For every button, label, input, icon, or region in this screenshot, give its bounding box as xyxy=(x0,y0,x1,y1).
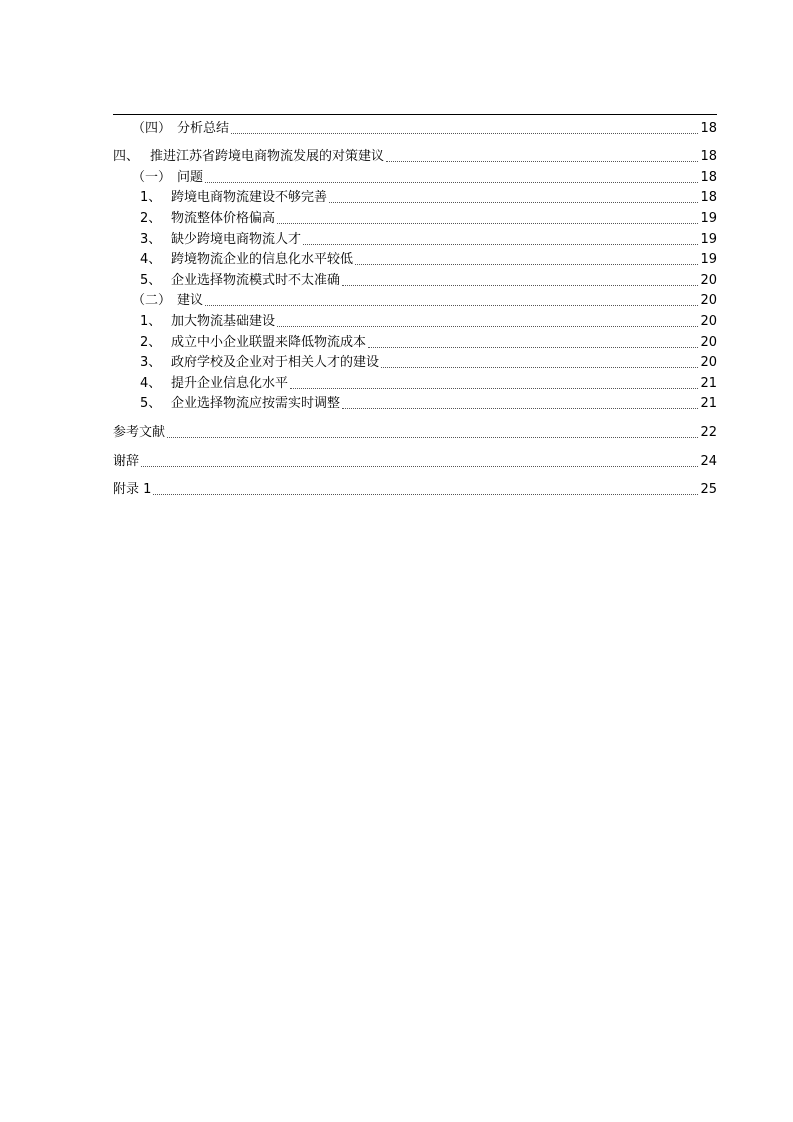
toc-entry-title: 政府学校及企业对于相关人才的建设 xyxy=(171,355,380,371)
toc-entry-page: 18 xyxy=(700,149,717,165)
toc-entry-page: 22 xyxy=(700,424,717,440)
toc-entry-page: 18 xyxy=(700,120,717,136)
toc-entry-page: 25 xyxy=(700,482,717,498)
toc-entry-title: 提升企业信息化水平 xyxy=(171,375,289,391)
toc-entry-title: 附录 1 xyxy=(113,482,152,498)
toc-entry[interactable] xyxy=(113,330,717,351)
toc-entry-number: 四、 xyxy=(113,149,140,165)
toc-entry-page: 20 xyxy=(700,334,717,350)
toc-entry-page: 24 xyxy=(700,453,717,469)
toc-entry-page: 20 xyxy=(700,313,717,329)
toc-entry[interactable] xyxy=(113,248,717,269)
toc-entry[interactable] xyxy=(113,165,717,186)
toc-entry-title: 企业选择物流应按需实时调整 xyxy=(171,396,341,412)
toc-entry[interactable] xyxy=(113,116,717,137)
toc-entry[interactable] xyxy=(113,449,717,470)
toc-entry-title: 推进江苏省跨境电商物流发展的对策建议 xyxy=(150,149,385,165)
toc-entry-number: 1、 xyxy=(140,190,162,206)
toc-entry-page: 18 xyxy=(700,169,717,185)
toc-entry-title: 物流整体价格偏高 xyxy=(171,210,276,226)
toc-entry-page: 20 xyxy=(700,293,717,309)
dot-leader xyxy=(329,202,698,203)
header-rule xyxy=(113,114,717,115)
toc-entry-number: 2、 xyxy=(140,210,162,226)
toc-entry-page: 18 xyxy=(700,190,717,206)
toc-entry-title: 跨境物流企业的信息化水平较低 xyxy=(171,252,354,268)
toc-entry[interactable] xyxy=(113,351,717,372)
toc-entry[interactable] xyxy=(113,289,717,310)
dot-leader xyxy=(355,264,698,265)
dot-leader xyxy=(342,408,698,409)
table-of-contents xyxy=(113,116,717,498)
toc-entry-title: 缺少跨境电商物流人才 xyxy=(171,231,302,247)
toc-entry[interactable] xyxy=(113,371,717,392)
toc-entry-number: 3、 xyxy=(140,231,162,247)
toc-entry-number: 4、 xyxy=(140,252,162,268)
toc-entry-page: 21 xyxy=(700,396,717,412)
toc-entry-title: 谢辞 xyxy=(113,453,140,469)
toc-entry-title: 成立中小企业联盟来降低物流成本 xyxy=(171,334,367,350)
toc-entry-number: （二） xyxy=(132,293,172,309)
toc-entry[interactable] xyxy=(113,478,717,499)
toc-entry[interactable] xyxy=(113,268,717,289)
toc-entry[interactable] xyxy=(113,227,717,248)
toc-entry[interactable] xyxy=(113,309,717,330)
toc-entry-title: 分析总结 xyxy=(177,120,230,136)
toc-entry-page: 20 xyxy=(700,355,717,371)
dot-leader xyxy=(290,388,698,389)
dot-leader xyxy=(205,182,698,183)
dot-leader xyxy=(381,367,698,368)
toc-entry[interactable] xyxy=(113,392,717,413)
toc-entry-number: 5、 xyxy=(140,272,162,288)
toc-entry-number: 4、 xyxy=(140,375,162,391)
dot-leader xyxy=(277,223,698,224)
dot-leader xyxy=(368,347,698,348)
dot-leader xyxy=(231,133,698,134)
dot-leader xyxy=(167,437,698,438)
toc-entry-number: 1、 xyxy=(140,313,162,329)
toc-entry[interactable] xyxy=(113,420,717,441)
toc-entry-number: 2、 xyxy=(140,334,162,350)
toc-entry-number: 5、 xyxy=(140,396,162,412)
toc-entry-page: 19 xyxy=(700,210,717,226)
toc-entry-page: 19 xyxy=(700,252,717,268)
toc-entry-page: 21 xyxy=(700,375,717,391)
toc-entry[interactable] xyxy=(113,186,717,207)
dot-leader xyxy=(342,285,698,286)
toc-entry-number: （一） xyxy=(132,169,172,185)
toc-entry[interactable] xyxy=(113,145,717,166)
toc-entry-title: 参考文献 xyxy=(113,424,166,440)
toc-entry-page: 20 xyxy=(700,272,717,288)
dot-leader xyxy=(277,326,698,327)
toc-entry-title: 加大物流基础建设 xyxy=(171,313,276,329)
toc-entry-title: 跨境电商物流建设不够完善 xyxy=(171,190,328,206)
toc-entry-title: 企业选择物流模式时不太准确 xyxy=(171,272,341,288)
dot-leader xyxy=(386,161,698,162)
dot-leader xyxy=(153,494,698,495)
toc-entry-number: （四） xyxy=(132,120,172,136)
toc-entry-title: 问题 xyxy=(177,169,204,185)
dot-leader xyxy=(205,305,698,306)
dot-leader xyxy=(141,466,698,467)
toc-entry[interactable] xyxy=(113,206,717,227)
dot-leader xyxy=(303,244,698,245)
toc-entry-page: 19 xyxy=(700,231,717,247)
toc-entry-title: 建议 xyxy=(177,293,204,309)
toc-entry-number: 3、 xyxy=(140,355,162,371)
